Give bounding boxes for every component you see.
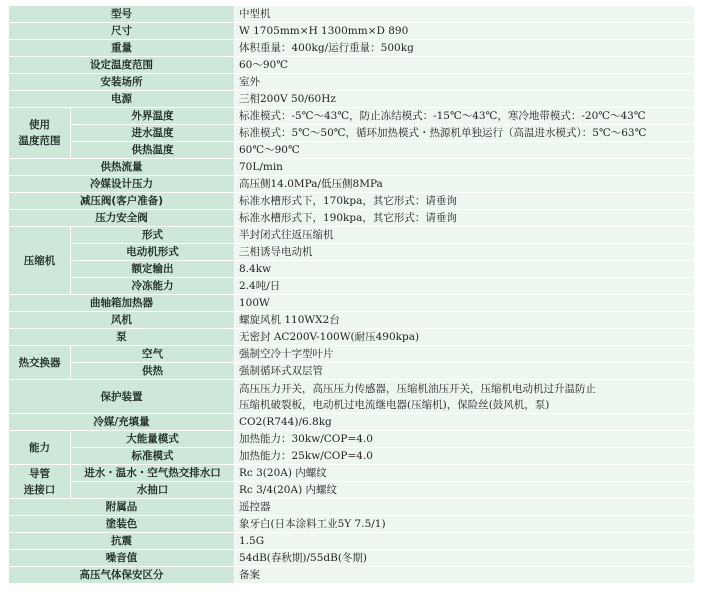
row-label: 进水・温水・空气热交排水口	[71, 465, 235, 482]
row-value: 强制空冷十字型叶片	[235, 346, 695, 363]
row-label: 附属品	[9, 499, 235, 516]
spec-row-motor-type	[9, 244, 695, 261]
row-value: W 1705mm×H 1300mm×D 890	[235, 23, 695, 40]
spec-row-high-capacity-mode	[9, 431, 695, 448]
row-value: 强制循环式双层管	[235, 363, 695, 380]
row-label: 冷媒/充填量	[9, 414, 235, 431]
spec-row-drain	[9, 482, 695, 499]
row-label: 额定输出	[71, 261, 235, 278]
group-label-heat-exchanger: 热交换器	[9, 346, 71, 380]
row-value: 70L/min	[235, 159, 695, 176]
row-value: 60℃～90℃	[235, 142, 695, 159]
group-label-line: 导管	[29, 467, 50, 480]
spec-row-refrigerant-pressure	[9, 176, 695, 193]
spec-row-refrigerant	[9, 414, 695, 431]
row-value: 1.5G	[235, 533, 695, 550]
spec-row-paint-color	[9, 516, 695, 533]
group-label-line: 温度范围	[18, 135, 61, 147]
row-value	[235, 380, 695, 414]
spec-row-protection	[9, 380, 695, 414]
row-label: 设定温度范围	[9, 57, 235, 74]
spec-row-standard-mode	[9, 448, 695, 465]
row-label: 形式	[71, 227, 235, 244]
row-value: 高压侧14.0MPa/低压侧8MPa	[235, 176, 695, 193]
row-value: 三相200V 50/60Hz	[235, 91, 695, 108]
spec-row-weight	[9, 40, 695, 57]
row-value: 遥控器	[235, 499, 695, 516]
spec-row-pressure-reducing-valve	[9, 193, 695, 210]
row-value: 60～90℃	[235, 57, 695, 74]
row-value: 100W	[235, 295, 695, 312]
row-label: 曲轴箱加热器	[9, 295, 235, 312]
spec-row-heat-supply	[9, 363, 695, 380]
spec-row-supply-temp	[9, 142, 695, 159]
spec-row-compressor-type	[9, 227, 695, 244]
row-label: 塗装色	[9, 516, 235, 533]
row-label: 大能量模式	[71, 431, 235, 448]
row-label: 泵	[9, 329, 235, 346]
row-value: 室外	[235, 74, 695, 91]
row-label: 风机	[9, 312, 235, 329]
row-value: Rc 3(20A) 内螺纹	[235, 465, 695, 482]
row-label: 重量	[9, 40, 235, 57]
group-label-line: 使用	[29, 119, 50, 131]
row-label: 冷媒设计压力	[9, 176, 235, 193]
spec-row-seismic	[9, 533, 695, 550]
row-value: 8.4kw	[235, 261, 695, 278]
row-value: 半封闭式往返压缩机	[235, 227, 695, 244]
row-value: CO2(R744)/6.8kg	[235, 414, 695, 431]
group-label-compressor: 压缩机	[9, 227, 71, 295]
spec-row-install-site	[9, 74, 695, 91]
row-value: 三相诱导电动机	[235, 244, 695, 261]
row-label: 安装场所	[9, 74, 235, 91]
row-label: 冷冻能力	[71, 278, 235, 295]
spec-row-inlet-temp	[9, 125, 695, 142]
spec-row-accessories	[9, 499, 695, 516]
row-label: 供热温度	[71, 142, 235, 159]
spec-row-temp-range	[9, 57, 695, 74]
spec-row-power	[9, 91, 695, 108]
row-label: 电动机形式	[71, 244, 235, 261]
row-label: 电源	[9, 91, 235, 108]
row-label: 水抽口	[71, 482, 235, 499]
spec-row-outside-temp	[9, 108, 695, 125]
row-label: 空气	[71, 346, 235, 363]
row-label: 供热流量	[9, 159, 235, 176]
row-value: 备案	[235, 567, 695, 584]
spec-row-size	[9, 23, 695, 40]
spec-row-flow	[9, 159, 695, 176]
row-value: 中型机	[235, 6, 695, 23]
spec-row-inlet-outlet	[9, 465, 695, 482]
row-value: 加热能力：25kw/COP=4.0	[235, 448, 695, 465]
row-label: 保护装置	[9, 380, 235, 414]
row-value: 标准模式：5℃～50℃，循环加热模式・热源机单独运行（高温进水模式）：5℃～63℃	[235, 125, 695, 142]
row-label: 进水温度	[71, 125, 235, 142]
row-value: 标准水槽形式下，170kpa，其它形式：请垂询	[235, 193, 695, 210]
row-label: 噪音值	[9, 550, 235, 567]
row-value: 螺旋风机 110WX2台	[235, 312, 695, 329]
row-value: 标准水槽形式下，190kpa，其它形式：请垂询	[235, 210, 695, 227]
group-label-capacity: 能力	[9, 431, 71, 465]
row-value: 加热能力：30kw/COP=4.0	[235, 431, 695, 448]
spec-row-pump	[9, 329, 695, 346]
row-value-line: 高压压力开关，高压压力传感器，压缩机油压开关，压缩机电动机过升温防止	[239, 382, 596, 395]
spec-row-air	[9, 346, 695, 363]
row-label: 外界温度	[71, 108, 235, 125]
spec-row-gas-safety	[9, 567, 695, 584]
spec-row-rated-output	[9, 261, 695, 278]
row-value: Rc 3/4(20A) 内螺纹	[235, 482, 695, 499]
row-label: 高压气体保安区分	[9, 567, 235, 584]
spec-row-safety-valve	[9, 210, 695, 227]
group-label-temp	[9, 108, 71, 159]
row-value: 象牙白(日本涂料工业5Y 7.5/1)	[235, 516, 695, 533]
row-value-line: 压缩机破裂板，电动机过电流继电器(压缩机)，保险丝(鼓风机，泵)	[239, 398, 550, 411]
spec-row-fan	[9, 312, 695, 329]
group-label-pipe-connection	[9, 465, 71, 499]
row-label: 减压阀(客户准备)	[9, 193, 235, 210]
row-label: 型号	[9, 6, 235, 23]
row-label: 抗震	[9, 533, 235, 550]
row-value: 2.4吨/日	[235, 278, 695, 295]
spec-row-noise	[9, 550, 695, 567]
group-label-line: 连接口	[23, 483, 56, 496]
spec-table	[8, 5, 695, 584]
row-value: 体积重量：400kg/运行重量：500kg	[235, 40, 695, 57]
row-value: 无密封 AC200V-100W(耐压490kpa)	[235, 329, 695, 346]
row-label: 尺寸	[9, 23, 235, 40]
spec-row-crankcase-heater	[9, 295, 695, 312]
row-label: 压力安全阀	[9, 210, 235, 227]
row-value: 标准模式：-5℃～43℃，防止冻结模式：-15℃～43℃，寒冷地带模式：-20℃～43℃	[235, 108, 695, 125]
spec-row-refrigeration-capacity	[9, 278, 695, 295]
row-label: 标准模式	[71, 448, 235, 465]
spec-row-model	[9, 6, 695, 23]
row-label: 供热	[71, 363, 235, 380]
row-value: 54dB(春秋期)/55dB(冬期)	[235, 550, 695, 567]
